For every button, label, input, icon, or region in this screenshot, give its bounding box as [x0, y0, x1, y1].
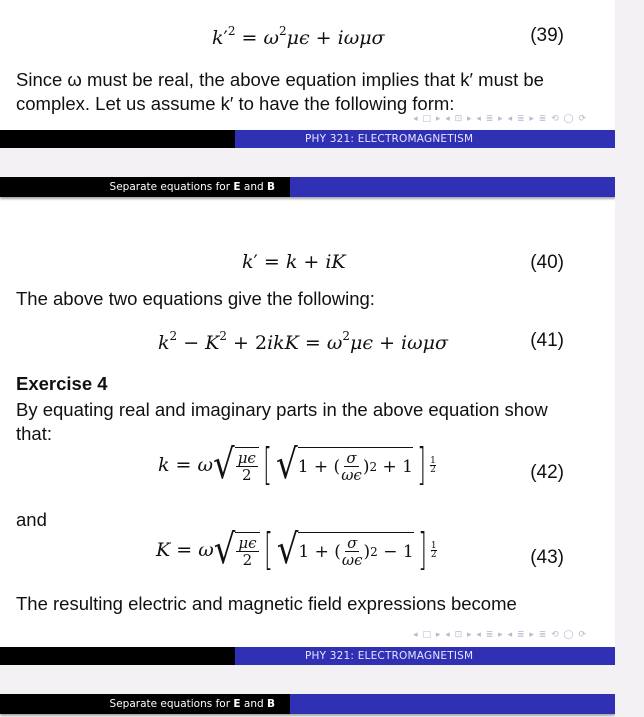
paragraph-line: The resulting electric and magnetic field expressions become	[16, 593, 517, 614]
frame-title	[0, 694, 290, 714]
frame-title-text: Separate equations for	[109, 698, 234, 710]
equation-number-42: (42)	[530, 462, 564, 483]
equation-39: $k'^2 = \omega^2\mu\epsilon + i\omega\mu\sigma$	[212, 24, 385, 49]
frame-title-and: and	[240, 181, 267, 193]
frame-title-bold-b: B	[266, 181, 275, 193]
slide-previous	[0, 0, 615, 148]
footer-course-title: PHY 321: ELECTROMAGNETISM	[235, 130, 615, 148]
header-blue-band	[290, 694, 615, 714]
sqrt-inner: √ 1 + ( $\frac{\sigma}{\omega\epsilon}$ ) 2 − 1	[276, 526, 414, 574]
equation-number-39: (39)	[530, 25, 564, 46]
sqrt-inner: √ 1 + ( $\frac{\sigma}{\omega\epsilon}$ ) 2 + 1	[276, 441, 413, 489]
header-bar	[0, 694, 615, 714]
beamer-nav-symbols[interactable]: ◂ □ ▸ ◂ ⊡ ▸ ◂ ≣ ▸ ◂ ≣ ▸ ≣ ⟲ ◯ ⟳	[413, 114, 587, 124]
frame-title-bold-e: E	[233, 181, 241, 193]
exponent-half: 1 2	[430, 455, 436, 475]
equation-43: K = ω √ $\frac{\mu\epsilon}{2}$ [ √ 1 + ( $\frac{\sigma}{\omega\epsilon}$ ) 2 − 1 ] 1 2	[156, 524, 437, 575]
footer-left-black	[0, 130, 235, 148]
paragraph-line: The above two equations give the following:	[16, 288, 375, 309]
equation-42: k = ω √ $\frac{\mu\epsilon}{2}$ [ √ 1 + ( $\frac{\sigma}{\omega\epsilon}$ ) 2 + 1 ] 1 2	[158, 439, 436, 490]
frame-title	[0, 177, 290, 197]
beamer-nav-symbols[interactable]: ◂ □ ▸ ◂ ⊡ ▸ ◂ ≣ ▸ ◂ ≣ ▸ ≣ ⟲ ◯ ⟳	[413, 630, 587, 640]
sqrt-outer: √ $\frac{\mu\epsilon}{2}$	[214, 532, 260, 568]
equation-number-40: (40)	[530, 252, 564, 273]
paragraph-line: Since ω must be real, the above equation implies that k′ must be	[16, 69, 544, 90]
header-bar	[0, 177, 615, 197]
sqrt-outer: √ $\frac{\mu\epsilon}{2}$	[213, 447, 259, 483]
frame-title-bold-e: E	[233, 698, 241, 710]
exercise-text: that:	[16, 423, 52, 444]
frame-title-text: Separate equations for	[109, 181, 234, 193]
frame-title-bold-b: B	[266, 698, 275, 710]
equation-40: k′ = k + iK	[242, 251, 346, 273]
header-blue-band	[290, 177, 615, 197]
footer-course-title: PHY 321: ELECTROMAGNETISM	[235, 647, 615, 665]
footer-left-black	[0, 647, 235, 665]
equation-41: $k^2 - K^2 + 2ikK = \omega^2\mu\epsilon + i\omega\mu\sigma$	[158, 329, 448, 354]
equation-number-41: (41)	[530, 330, 564, 351]
slide-next	[0, 694, 615, 717]
exercise-title: Exercise 4	[16, 373, 108, 394]
footer-bar	[0, 647, 615, 665]
exponent-half: 1 2	[430, 540, 437, 560]
and-text: and	[16, 509, 47, 530]
slide-current	[0, 177, 615, 665]
footer-bar	[0, 130, 615, 148]
frame-title-and: and	[240, 698, 267, 710]
equation-number-43: (43)	[530, 547, 564, 568]
exercise-text: By equating real and imaginary parts in the above equation show	[16, 399, 548, 420]
paragraph-line: complex. Let us assume k′ to have the following form:	[16, 93, 455, 114]
